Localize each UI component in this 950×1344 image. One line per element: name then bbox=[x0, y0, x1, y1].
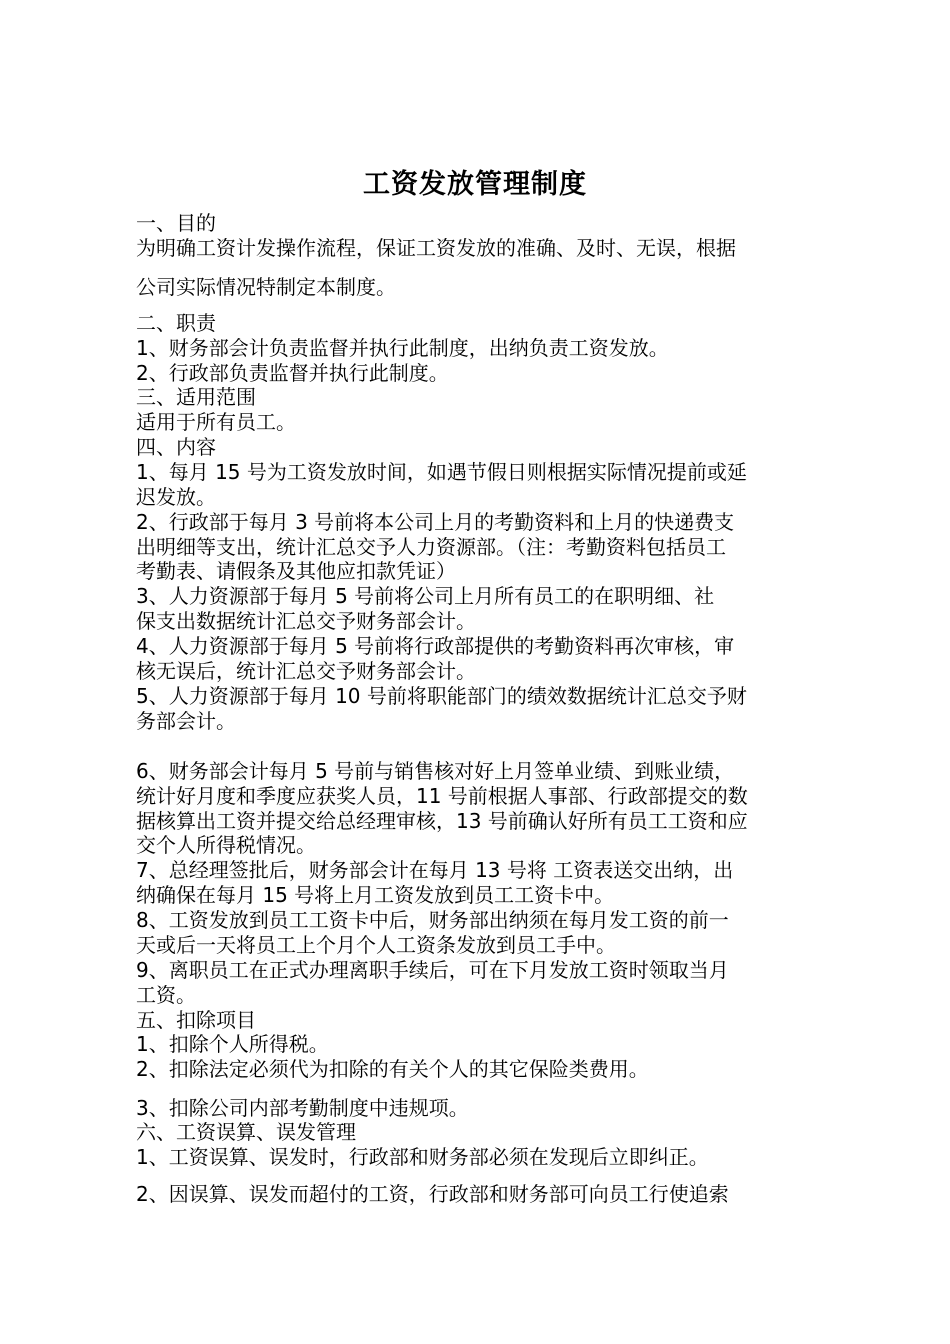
section-heading-duties: 二、职责 bbox=[136, 311, 216, 335]
paragraph-line: 6、财务部会计每月 5 号前与销售核对好上月签单业绩、到账业绩， bbox=[136, 759, 735, 783]
paragraph-line: 考勤表、请假条及其他应扣款凭证） bbox=[136, 559, 456, 583]
section-heading-content: 四、内容 bbox=[136, 435, 216, 459]
paragraph-line: 工资。 bbox=[136, 983, 196, 1007]
paragraph-line: 据核算出工资并提交给总经理审核，13 号前确认好所有员工工资和应 bbox=[136, 809, 748, 833]
paragraph-line: 3、扣除公司内部考勤制度中违规项。 bbox=[136, 1096, 469, 1120]
paragraph-line: 统计好月度和季度应获奖人员，11 号前根据人事部、行政部提交的数 bbox=[136, 784, 748, 808]
paragraph-line: 2、行政部负责监督并执行此制度。 bbox=[136, 361, 449, 385]
paragraph-line: 2、因误算、误发而超付的工资，行政部和财务部可向员工行使追索 bbox=[136, 1182, 729, 1206]
paragraph-line: 务部会计。 bbox=[136, 709, 236, 733]
paragraph-line: 4、人力资源部于每月 5 号前将行政部提供的考勤资料再次审核，审 bbox=[136, 634, 735, 658]
paragraph-line: 迟发放。 bbox=[136, 485, 216, 509]
paragraph-line: 公司实际情况特制定本制度。 bbox=[136, 275, 396, 299]
paragraph-line: 1、财务部会计负责监督并执行此制度，出纳负责工资发放。 bbox=[136, 336, 669, 360]
paragraph-line: 天或后一天将员工上个月个人工资条发放到员工手中。 bbox=[136, 933, 616, 957]
section-heading-errors: 六、工资误算、误发管理 bbox=[136, 1120, 356, 1144]
section-heading-deductions: 五、扣除项目 bbox=[136, 1008, 256, 1032]
paragraph-line: 3、人力资源部于每月 5 号前将公司上月所有员工的在职明细、社 bbox=[136, 584, 715, 608]
paragraph-line: 9、离职员工在正式办理离职手续后，可在下月发放工资时领取当月 bbox=[136, 958, 729, 982]
paragraph-line: 5、人力资源部于每月 10 号前将职能部门的绩效数据统计汇总交予财 bbox=[136, 684, 747, 708]
paragraph-line: 8、工资发放到员工工资卡中后，财务部出纳须在每月发工资的前一 bbox=[136, 908, 729, 932]
paragraph-line: 适用于所有员工。 bbox=[136, 410, 296, 434]
document-title: 工资发放管理制度 bbox=[363, 169, 587, 200]
paragraph-line: 为明确工资计发操作流程，保证工资发放的准确、及时、无误，根据 bbox=[136, 236, 736, 260]
paragraph-line: 核无误后，统计汇总交予财务部会计。 bbox=[136, 659, 476, 683]
paragraph-line: 1、工资误算、误发时，行政部和财务部必须在发现后立即纠正。 bbox=[136, 1145, 709, 1169]
paragraph-line: 2、行政部于每月 3 号前将本公司上月的考勤资料和上月的快递费支 bbox=[136, 510, 735, 534]
section-heading-purpose: 一、目的 bbox=[136, 211, 216, 235]
paragraph-line: 2、扣除法定必须代为扣除的有关个人的其它保险类费用。 bbox=[136, 1057, 649, 1081]
paragraph-line: 1、扣除个人所得税。 bbox=[136, 1032, 329, 1056]
section-heading-scope: 三、适用范围 bbox=[136, 385, 256, 409]
paragraph-line: 纳确保在每月 15 号将上月工资发放到员工工资卡中。 bbox=[136, 883, 615, 907]
paragraph-line: 7、总经理签批后，财务部会计在每月 13 号将 工资表送交出纳，出 bbox=[136, 858, 734, 882]
paragraph-line: 1、每月 15 号为工资发放时间，如遇节假日则根据实际情况提前或延 bbox=[136, 460, 747, 484]
paragraph-line: 交个人所得税情况。 bbox=[136, 833, 316, 857]
paragraph-line: 出明细等支出，统计汇总交予人力资源部。（注：考勤资料包括员工 bbox=[136, 535, 726, 559]
paragraph-line: 保支出数据统计汇总交予财务部会计。 bbox=[136, 609, 476, 633]
